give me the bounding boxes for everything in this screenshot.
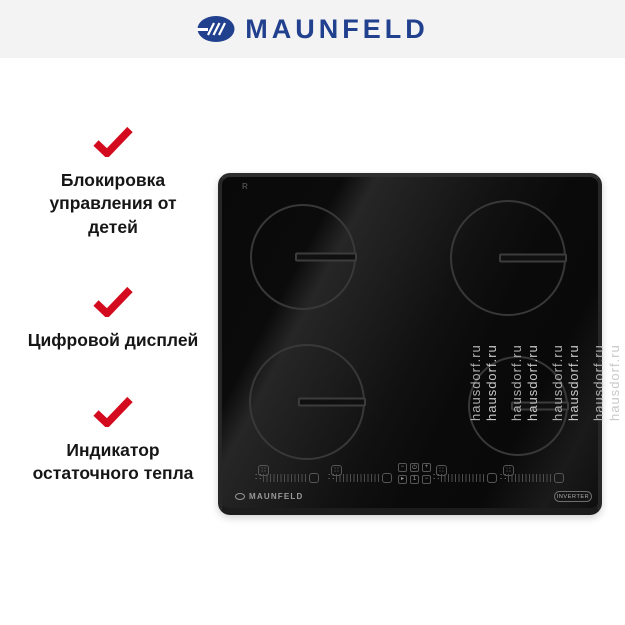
maunfeld-logo-icon [235,493,245,500]
watermark-text: hausdorf.ru [550,344,565,421]
slider-lock-icon [382,473,392,483]
slider-lock-icon [309,473,319,483]
brand-logo [196,14,428,45]
watermark-text: hausdorf.ru [525,344,540,421]
watermark-column [484,140,622,625]
center-controls-top [398,463,431,472]
watermark-text: hausdorf.ru [509,344,524,421]
watermark-text: hausdorf.ru [566,344,581,421]
slider-dots-icon: ∷ [255,472,262,483]
glass-brand-text: MAUNFELD [249,492,304,501]
watermark-text: hausdorf.ru [468,344,483,421]
feature-child-lock [18,126,208,239]
burner-pointer [298,398,366,407]
checkmark-icon [92,286,134,317]
feature-label: Индикатор остаточного тепла [32,440,194,484]
watermark-text: hausdorf.ru [591,344,606,421]
zone-indicator-icon: ∷ [503,465,514,476]
slider-ticks [263,474,307,482]
slider-dots-icon: ∷ [328,472,335,483]
checkmark-icon [92,126,134,157]
level-key-icon: 1 [410,475,419,484]
burner-pointer [295,253,357,262]
feature-residual-heat [18,396,208,486]
header-band [0,0,625,58]
slider-dots-icon: ∷ [433,472,440,483]
center-controls-bottom [398,475,431,484]
zone-indicator-icon: ∷ [436,465,447,476]
checkmark-icon [92,396,134,427]
minus-key-icon: − [398,463,407,472]
zone-indicator-icon: ∷ [258,465,269,476]
feature-label: Блокировка управления от детей [49,170,177,237]
glass-brand-logo [235,492,303,501]
burner-bottom-left [249,344,365,460]
watermark-text: hausdorf.ru [607,344,622,421]
burner-top-left [250,204,356,310]
feature-digital-display [18,286,208,352]
slider-ticks [336,474,380,482]
minus-key-icon: − [422,475,431,484]
feature-label: Цифровой дисплей [27,330,199,350]
plus-key-icon: + [422,463,431,472]
power-slider-zone1 [255,473,319,483]
brand-wordmark: MAUNFELD [245,13,429,44]
inverter-badge: INVERTER [554,491,592,502]
maunfeld-logo-icon [196,14,236,44]
power-slider-zone2 [328,473,392,483]
slider-dots-icon: ∷ [500,472,507,483]
zone-indicator-icon: ∷ [331,465,342,476]
power-key-icon: ⏻ [410,463,419,472]
watermark-text: hausdorf.ru [484,344,499,421]
timer-key-icon: ▸ [398,475,407,484]
corner-mark: R [242,182,248,191]
